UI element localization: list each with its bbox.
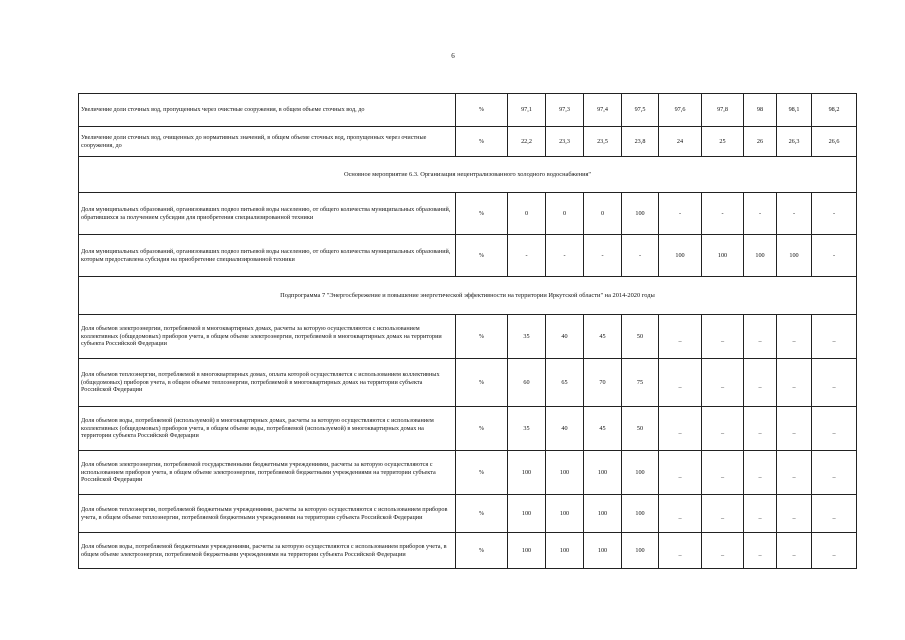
value-cell xyxy=(546,315,584,359)
value-text: 23,8 xyxy=(634,137,646,145)
value-cell xyxy=(508,315,546,359)
indicator-name: Доля муниципальных образований, организовавших подвоз питьевой воды населению, от общего количества муниципальных образований, обратившихся за получением субсидии для приобретения специализированной техники xyxy=(79,193,456,235)
value-cell xyxy=(659,315,702,359)
value-cell xyxy=(622,495,659,533)
value-text: 26,3 xyxy=(788,137,800,145)
value-cell xyxy=(584,359,622,407)
indicator-name: Увеличение доли сточных вод, пропущенных через очистные сооружения, в общем объеме сточных вод, до xyxy=(79,94,456,127)
value-cell xyxy=(546,407,584,451)
page-number: 6 xyxy=(451,52,455,60)
value-text: - xyxy=(792,209,796,217)
value-cell xyxy=(622,315,659,359)
value-text: 0 xyxy=(524,209,529,217)
unit-cell: % xyxy=(456,495,508,533)
value-cell xyxy=(812,407,857,451)
value-cell xyxy=(584,407,622,451)
indicator-name: Доля объемов воды, потребляемой бюджетными учреждениями, расчеты за которую осуществляются с использованием приборов учета, в общем объеме электроэнергии, потребляемой бюджетными учреждениями на территории субъекта Российской Федерации xyxy=(79,533,456,569)
value-cell xyxy=(508,94,546,127)
section-row xyxy=(79,157,857,193)
value-cell xyxy=(584,193,622,235)
value-text: 23,5 xyxy=(597,137,608,145)
unit-cell: % xyxy=(456,407,508,451)
table-row xyxy=(79,533,857,569)
value-cell xyxy=(777,451,812,495)
value-text: 22,2 xyxy=(521,137,532,145)
value-text: 26,6 xyxy=(828,137,840,145)
value-cell xyxy=(546,533,584,569)
value-cell xyxy=(622,94,659,127)
value-text: 97,8 xyxy=(717,106,728,114)
value-cell xyxy=(584,533,622,569)
value-cell xyxy=(744,495,777,533)
value-cell xyxy=(508,451,546,495)
value-cell xyxy=(702,127,744,157)
value-text: _ xyxy=(792,381,796,389)
value-cell xyxy=(659,451,702,495)
value-text: _ xyxy=(720,512,725,520)
value-cell xyxy=(812,315,857,359)
value-cell xyxy=(508,533,546,569)
value-text: - xyxy=(563,251,566,259)
value-text: 100 xyxy=(597,468,608,476)
value-text: 100 xyxy=(675,251,685,259)
value-cell xyxy=(744,407,777,451)
value-text: _ xyxy=(792,549,796,557)
value-text: _ xyxy=(832,381,836,389)
value-text: _ xyxy=(678,512,682,520)
table-row xyxy=(79,235,857,277)
value-text: _ xyxy=(758,335,762,343)
value-text: _ xyxy=(758,471,762,479)
value-text: _ xyxy=(678,549,682,557)
value-text: 40 xyxy=(561,424,568,432)
value-cell xyxy=(744,193,777,235)
section-title: Основное мероприятие 6.3. Организация нецентрализованного холодного водоснабжения" xyxy=(79,157,857,193)
value-cell xyxy=(812,127,857,157)
value-text: 100 xyxy=(635,468,645,476)
value-cell xyxy=(659,127,702,157)
value-text: 40 xyxy=(561,332,568,340)
value-text: _ xyxy=(678,427,682,435)
value-cell xyxy=(702,359,744,407)
table-row xyxy=(79,127,857,157)
value-cell xyxy=(702,407,744,451)
value-cell xyxy=(744,235,777,277)
value-text: 97,5 xyxy=(634,106,646,114)
indicator-name: Доля объемов теплоэнергии, потребляемой в многоквартирных домах, оплата которой осуществляется с использованием коллективных (общедомовых) приборов учета, в общем объеме теплоэнергии, потребляемой в многоквартирных домах на территории субъекта Российской Федерации xyxy=(79,359,456,407)
value-text: 26 xyxy=(756,137,764,145)
value-cell xyxy=(777,193,812,235)
value-cell xyxy=(812,235,857,277)
value-text: 97,4 xyxy=(597,106,608,114)
value-text: 100 xyxy=(755,251,765,259)
value-cell xyxy=(584,127,622,157)
value-text: - xyxy=(678,209,682,217)
indicators-table xyxy=(78,93,857,569)
indicator-name: Доля объемов теплоэнергии, потребляемой бюджетными учреждениями, расчеты за которую осуществляются с использованием приборов учета, в общем объеме теплоэнергии, потребляемой бюджетными учреждениями на территории субъекта Российской Федерации xyxy=(79,495,456,533)
value-cell xyxy=(546,193,584,235)
value-cell xyxy=(702,235,744,277)
value-cell xyxy=(659,359,702,407)
value-text: 100 xyxy=(521,509,532,517)
value-text: 35 xyxy=(523,332,530,340)
value-cell xyxy=(702,495,744,533)
value-text: _ xyxy=(792,512,796,520)
value-cell xyxy=(659,193,702,235)
value-cell xyxy=(584,495,622,533)
value-cell xyxy=(622,235,659,277)
value-text: 97,1 xyxy=(521,106,532,114)
table-row xyxy=(79,495,857,533)
value-cell xyxy=(584,235,622,277)
value-cell xyxy=(508,193,546,235)
unit-cell: % xyxy=(456,315,508,359)
indicator-name: Увеличение доли сточных вод, очищенных до нормативных значений, в общем объеме сточных вод, пропущенных через очистные сооружения, до xyxy=(79,127,456,157)
value-cell xyxy=(744,315,777,359)
value-text: 100 xyxy=(521,468,532,476)
value-cell xyxy=(777,94,812,127)
value-text: 45 xyxy=(599,332,606,340)
value-cell xyxy=(546,359,584,407)
value-cell xyxy=(622,407,659,451)
value-text: _ xyxy=(832,549,836,557)
value-text: 65 xyxy=(561,378,568,386)
value-text: - xyxy=(525,251,528,259)
value-cell xyxy=(546,495,584,533)
section-title: Подпрограмма 7 "Энергосбережение и повышение энергетической эффективности на территории Иркутской области" на 2014-2020 годы xyxy=(79,277,857,315)
value-text: 24 xyxy=(676,137,684,145)
value-text: _ xyxy=(720,381,725,389)
value-text: 60 xyxy=(523,378,530,386)
value-cell xyxy=(777,359,812,407)
value-text: _ xyxy=(720,427,725,435)
value-cell xyxy=(744,451,777,495)
value-cell xyxy=(659,407,702,451)
value-text: _ xyxy=(720,549,725,557)
value-text: 98,1 xyxy=(788,106,800,114)
value-text: _ xyxy=(832,427,836,435)
value-cell xyxy=(584,94,622,127)
unit-cell: % xyxy=(456,451,508,495)
value-cell xyxy=(812,495,857,533)
value-cell xyxy=(622,193,659,235)
value-cell xyxy=(546,451,584,495)
value-text: 70 xyxy=(599,378,606,386)
value-text: 97,6 xyxy=(674,106,686,114)
value-text: 100 xyxy=(789,251,799,259)
value-cell xyxy=(702,94,744,127)
value-cell xyxy=(622,533,659,569)
table-row xyxy=(79,315,857,359)
value-cell xyxy=(508,235,546,277)
unit-cell: % xyxy=(456,533,508,569)
value-text: 25 xyxy=(719,137,726,145)
value-text: 0 xyxy=(600,209,605,217)
value-text: - xyxy=(638,251,642,259)
value-cell xyxy=(812,359,857,407)
value-text: _ xyxy=(758,427,762,435)
value-cell xyxy=(777,235,812,277)
value-text: _ xyxy=(678,335,682,343)
value-cell xyxy=(508,359,546,407)
value-cell xyxy=(546,235,584,277)
value-text: 100 xyxy=(635,209,645,217)
table-row xyxy=(79,94,857,127)
value-cell xyxy=(702,451,744,495)
value-text: 0 xyxy=(562,209,567,217)
section-row xyxy=(79,277,857,315)
unit-cell: % xyxy=(456,127,508,157)
indicator-name: Доля объемов электроэнергии, потребляемой государственными бюджетными учреждениями, расчеты за которую осуществляются с использованием приборов учета, в общем объеме электроэнергии, потребляемой бюджетными учреждениями на территории субъекта Российской Федерации xyxy=(79,451,456,495)
value-cell xyxy=(812,451,857,495)
value-text: 50 xyxy=(636,424,644,432)
value-text: 100 xyxy=(597,509,608,517)
value-text: 100 xyxy=(635,509,645,517)
value-text: _ xyxy=(678,381,682,389)
value-text: _ xyxy=(678,471,682,479)
value-cell xyxy=(622,127,659,157)
value-cell xyxy=(777,127,812,157)
value-text: 35 xyxy=(523,424,530,432)
unit-cell: % xyxy=(456,359,508,407)
value-cell xyxy=(777,407,812,451)
value-cell xyxy=(546,94,584,127)
value-text: 100 xyxy=(559,509,570,517)
value-text: 100 xyxy=(635,546,645,554)
unit-cell: % xyxy=(456,193,508,235)
indicator-name: Доля муниципальных образований, организовавших подвоз питьевой воды населению, от общего количества муниципальных образований, которым предоставлена субсидия на приобретение специализированной техники xyxy=(79,235,456,277)
value-text: 75 xyxy=(636,378,644,386)
value-text: _ xyxy=(832,335,836,343)
value-cell xyxy=(508,127,546,157)
value-cell xyxy=(744,94,777,127)
value-text: 23,3 xyxy=(559,137,570,145)
value-text: 45 xyxy=(599,424,606,432)
value-text: _ xyxy=(758,381,762,389)
value-text: 50 xyxy=(636,332,644,340)
value-text: _ xyxy=(758,512,762,520)
value-cell xyxy=(744,127,777,157)
value-cell xyxy=(744,533,777,569)
value-cell xyxy=(622,359,659,407)
value-cell xyxy=(702,315,744,359)
value-text: 98,2 xyxy=(828,106,840,114)
value-cell xyxy=(622,451,659,495)
value-cell xyxy=(659,235,702,277)
value-text: _ xyxy=(720,471,725,479)
table-row xyxy=(79,451,857,495)
value-text: 100 xyxy=(597,546,608,554)
value-text: - xyxy=(758,209,762,217)
table-row xyxy=(79,193,857,235)
value-text: _ xyxy=(758,549,762,557)
indicator-name: Доля объемов воды, потребляемой (используемой) в многоквартирных домах, расчеты за которую осуществляются с использованием коллективных (общедомовых) приборов учета, в общем объеме воды, потребляемой (используемой) в многоквартирных домах на территории субъекта Российской Федерации xyxy=(79,407,456,451)
value-text: - xyxy=(832,209,836,217)
value-cell xyxy=(702,193,744,235)
value-cell xyxy=(812,533,857,569)
value-text: - xyxy=(721,209,724,217)
unit-cell: % xyxy=(456,94,508,127)
value-cell xyxy=(702,533,744,569)
value-text: - xyxy=(601,251,604,259)
indicator-name: Доля объемов электроэнергии, потребляемой в многоквартирных домах, расчеты за которую осуществляются с использованием коллективных (общедомовых) приборов учета, в общем объеме электроэнергии, потребляемой в многоквартирных домах на территории субъекта Российской Федерации xyxy=(79,315,456,359)
table-row xyxy=(79,407,857,451)
value-cell xyxy=(659,495,702,533)
value-cell xyxy=(659,533,702,569)
value-text: 100 xyxy=(717,251,728,259)
value-cell xyxy=(777,533,812,569)
value-text: - xyxy=(832,251,836,259)
value-text: _ xyxy=(720,335,725,343)
value-text: _ xyxy=(792,427,796,435)
value-cell xyxy=(744,359,777,407)
value-text: 100 xyxy=(559,468,570,476)
value-text: _ xyxy=(832,512,836,520)
value-text: _ xyxy=(832,471,836,479)
value-text: _ xyxy=(792,335,796,343)
value-cell xyxy=(812,94,857,127)
value-text: 97,3 xyxy=(559,106,570,114)
value-cell xyxy=(584,315,622,359)
table-row xyxy=(79,359,857,407)
value-text: _ xyxy=(792,471,796,479)
value-cell xyxy=(812,193,857,235)
value-cell xyxy=(508,495,546,533)
value-text: 100 xyxy=(521,546,532,554)
value-cell xyxy=(777,315,812,359)
unit-cell: % xyxy=(456,235,508,277)
value-text: 100 xyxy=(559,546,570,554)
value-cell xyxy=(777,495,812,533)
value-cell xyxy=(508,407,546,451)
value-cell xyxy=(584,451,622,495)
value-cell xyxy=(546,127,584,157)
value-text: 98 xyxy=(756,106,764,114)
value-cell xyxy=(659,94,702,127)
